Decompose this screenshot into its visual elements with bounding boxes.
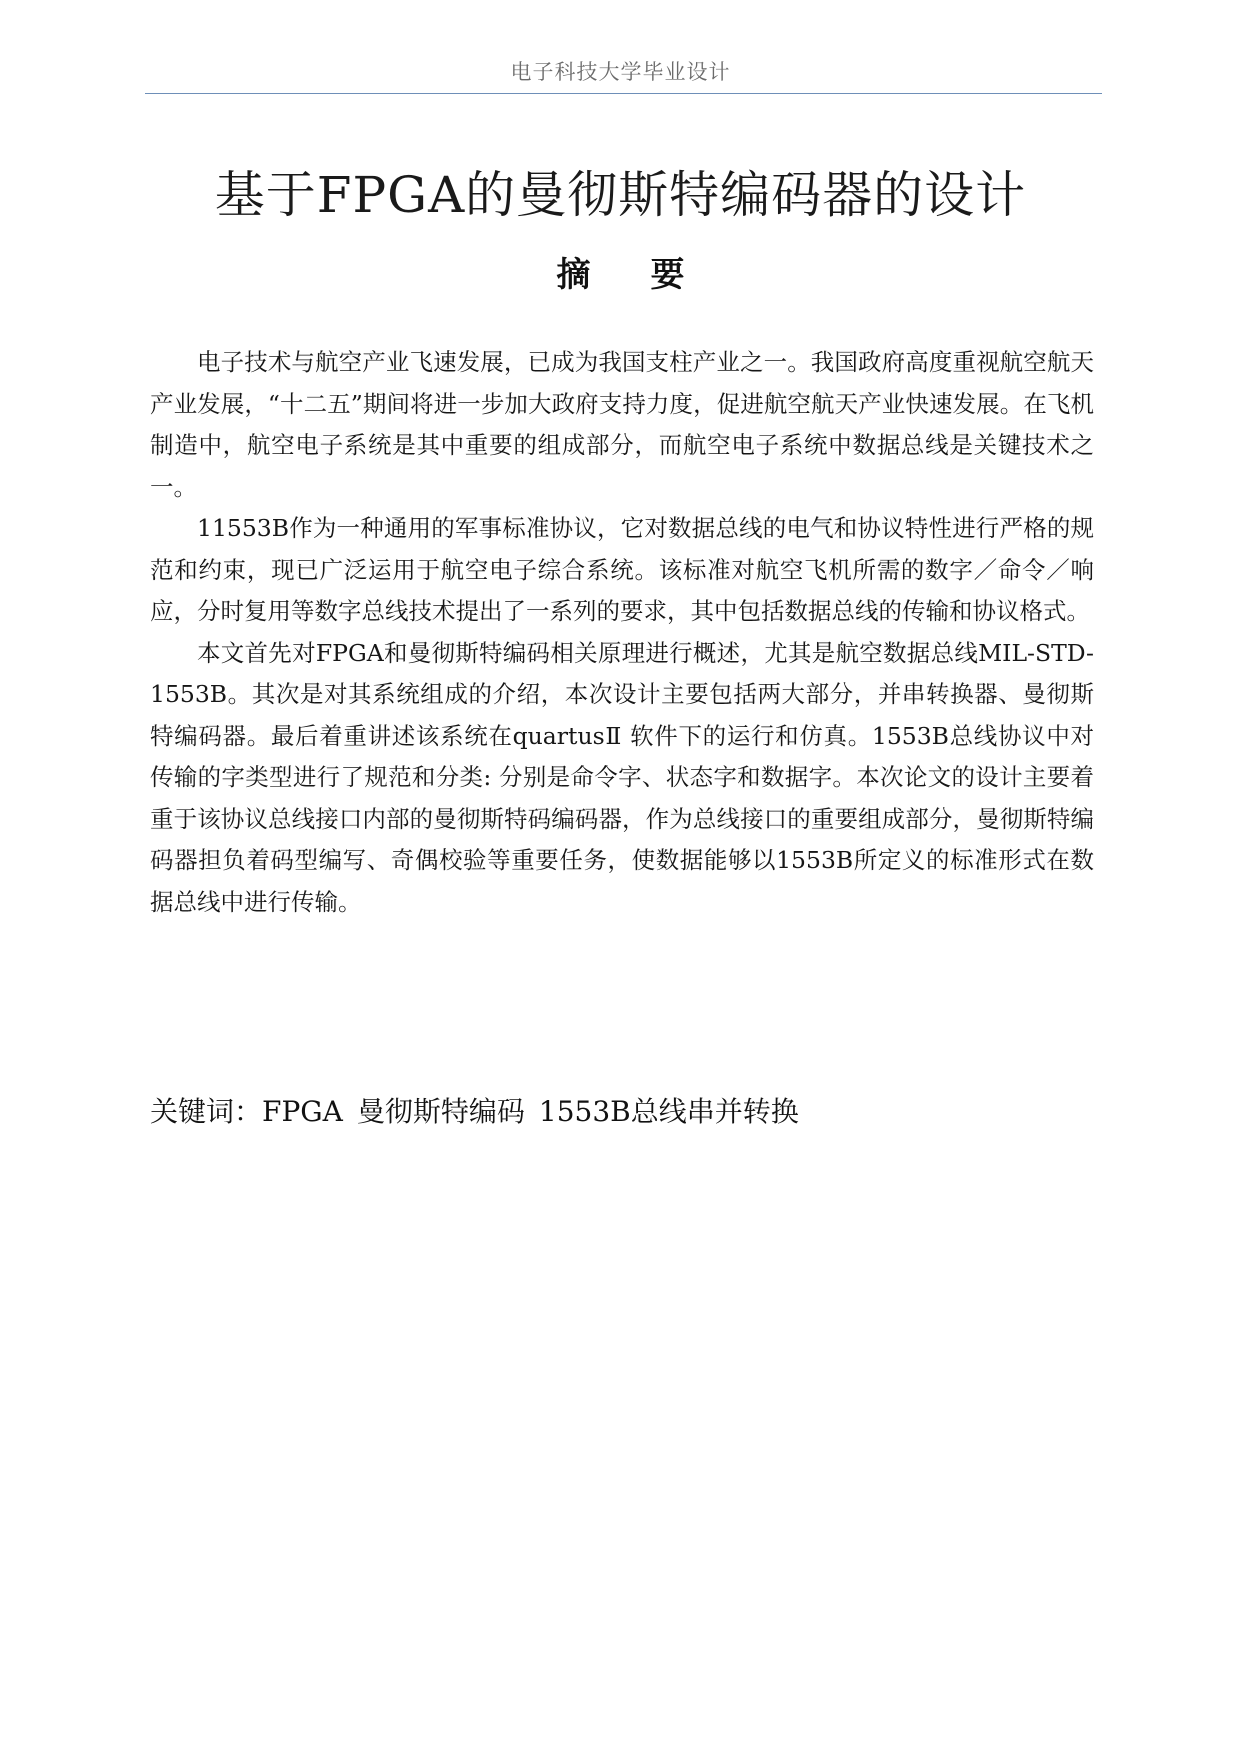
running-header: 电子科技大学毕业设计 xyxy=(510,60,731,84)
document-title: 基于FPGA的曼彻斯特编码器的设计 xyxy=(214,166,1027,224)
keywords-line xyxy=(150,1090,1094,1130)
abstract-paragraph-2: 11553B作为一种通用的军事标准协议，它对数据总线的电气和协议特性进行严格的规范和约束，现已广泛运用于航空电子综合系统。该标准对航空飞机所需的数字／命令／响应，分时复用等数字总线技术提出了一系列的要求，其中包括数据总线的传输和协议格式。 xyxy=(150,514,1094,625)
abstract-heading xyxy=(0,247,1241,296)
abstract-paragraph-3: 本文首先对FPGA和曼彻斯特编码相关原理进行概述，尤其是航空数据总线MIL-STD-1553B。其次是对其系统组成的介绍，本次设计主要包括两大部分，并串转换器、曼彻斯特编码器。最后着重讲述该系统在quartusⅡ 软件下的运行和仿真。1553B总线协议中对传输的字类型进行了规范和分类: 分别是命令字、状态字和数据字。本次论文的设计主要着重于该协议总线接口内部的曼彻斯特码编码器，作为总线接口的重要组成部分，曼彻斯特编码器担负着码型编写、奇偶校验等重要任务，使数据能够以1553B所定义的标准形式在数据总线中进行传输。 xyxy=(150,638,1094,916)
keyword-term-3: 1553B总线串并转换 xyxy=(538,1095,799,1128)
keyword-term-2: 曼彻斯特编码 xyxy=(356,1095,525,1128)
header-rule xyxy=(145,93,1102,94)
keywords-label: 关键词： xyxy=(150,1095,263,1128)
abstract-body xyxy=(150,342,1094,923)
abstract-paragraph-1: 电子技术与航空产业飞速发展，已成为我国支柱产业之一。我国政府高度重视航空航天产业发展，“十二五”期间将进一步加大政府支持力度，促进航空航天产业快速发展。在飞机制造中，航空电子系统是其中重要的组成部分，而航空电子系统中数据总线是关键技术之一。 xyxy=(150,348,1094,501)
abstract-heading-char-2: 要 xyxy=(650,255,685,295)
abstract-heading-char-1: 摘 xyxy=(556,255,591,295)
keyword-term-1: FPGA xyxy=(262,1095,343,1128)
